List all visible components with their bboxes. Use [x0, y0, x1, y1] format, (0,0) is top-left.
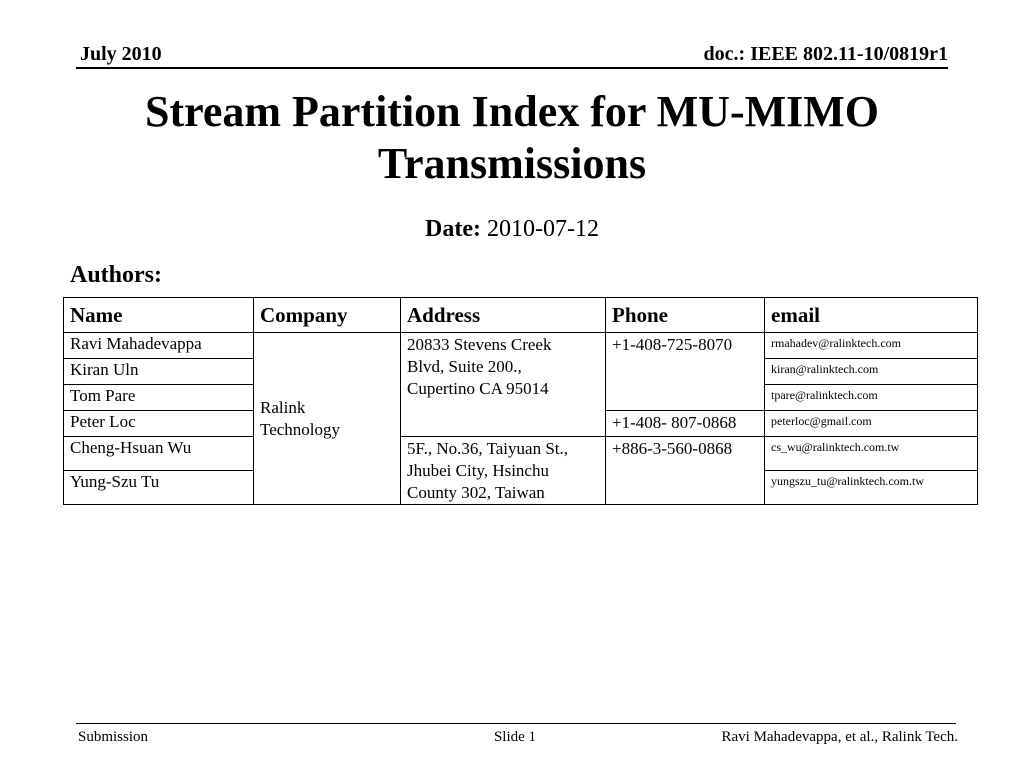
- author-email: rmahadev@ralinktech.com: [765, 333, 978, 359]
- slide-title-line-1: Stream Partition Index for MU-MIMO: [144, 87, 879, 136]
- address-us-line-1: 20833 Stevens Creek: [407, 335, 552, 354]
- address-tw-line-3: County 302, Taiwan: [407, 483, 545, 502]
- company-line-1: Ralink: [260, 397, 306, 417]
- address-us-line-2: Blvd, Suite 200.,: [407, 357, 522, 376]
- date-value: 2010-07-12: [486, 216, 599, 242]
- author-email: peterloc@gmail.com: [765, 411, 978, 437]
- header-doc-id: doc.: IEEE 802.11-10/0819r1: [703, 43, 948, 65]
- column-header-company: Company: [254, 298, 401, 333]
- header-rule: [76, 67, 948, 69]
- column-header-email: email: [765, 298, 978, 333]
- author-email: kiran@ralinktech.com: [765, 359, 978, 385]
- author-name: Tom Pare: [64, 385, 254, 411]
- author-name: Yung-Szu Tu: [64, 471, 254, 505]
- address-tw-line-2: Jhubei City, Hsinchu: [407, 461, 549, 480]
- date-label: Date:: [425, 216, 481, 242]
- phone-cell-peter: +1-408- 807-0868: [606, 411, 765, 437]
- author-name: Kiran Uln: [64, 359, 254, 385]
- column-header-address: Address: [401, 298, 606, 333]
- authors-table: [63, 297, 978, 505]
- author-email: yungszu_tu@ralinktech.com.tw: [765, 471, 978, 505]
- table-row: [64, 437, 978, 471]
- footer-slide-number: Slide 1: [493, 729, 537, 745]
- slide-title: [60, 86, 964, 190]
- address-us-line-3: Cupertino CA 95014: [407, 379, 549, 398]
- company-line-2: Technology: [260, 419, 341, 439]
- phone-cell-tw: +886-3-560-0868: [606, 437, 765, 505]
- company-cell: [254, 333, 401, 505]
- author-name: Cheng-Hsuan Wu: [64, 437, 254, 471]
- author-name: Peter Loc: [64, 411, 254, 437]
- column-header-name: Name: [64, 298, 254, 333]
- footer-submission: Submission: [78, 729, 149, 745]
- footer-authors: Ravi Mahadevappa, et al., Ralink Tech.: [721, 729, 958, 745]
- table-header-row: [64, 298, 978, 333]
- author-email: cs_wu@ralinktech.com.tw: [765, 437, 978, 471]
- address-cell-tw: [401, 437, 606, 505]
- phone-cell-us-main: +1-408-725-8070: [606, 333, 765, 411]
- author-name: Ravi Mahadevappa: [64, 333, 254, 359]
- column-header-phone: Phone: [606, 298, 765, 333]
- date-line: [0, 214, 1024, 244]
- slide-title-line-2: Transmissions: [377, 139, 647, 188]
- address-tw-line-1: 5F., No.36, Taiyuan St.,: [407, 439, 569, 458]
- footer-rule: [76, 723, 956, 724]
- header-date: July 2010: [80, 43, 162, 65]
- table-row: [64, 333, 978, 359]
- address-cell-us: [401, 333, 606, 437]
- authors-label: Authors:: [70, 262, 163, 288]
- author-email: tpare@ralinktech.com: [765, 385, 978, 411]
